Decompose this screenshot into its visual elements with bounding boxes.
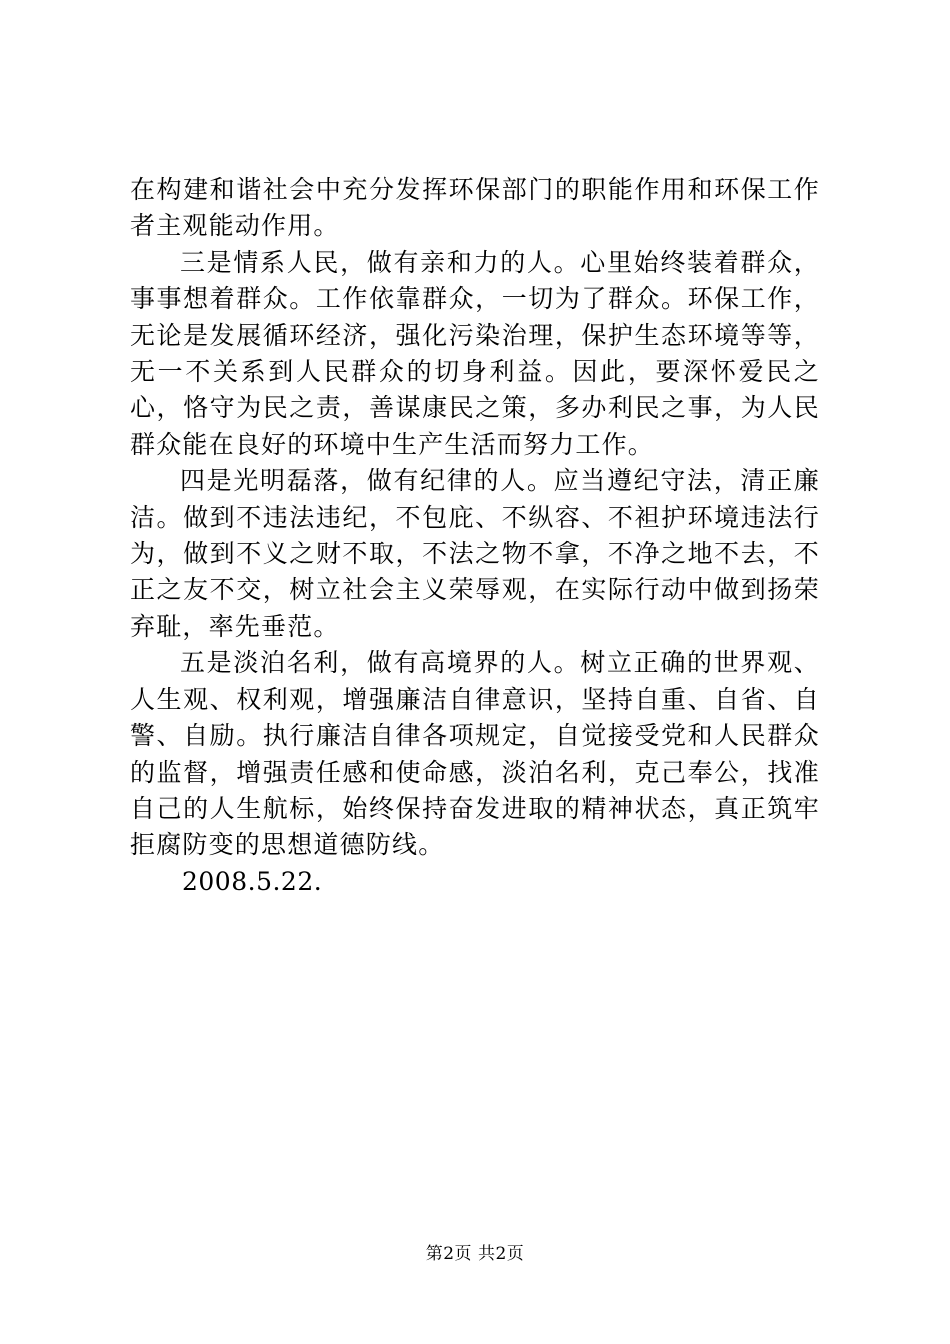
document-date: 2008.5.22. bbox=[182, 866, 323, 896]
paragraph-point-three: 三是情系人民，做有亲和力的人。心里始终装着群众，事事想着群众。工作依靠群众，一切为了群众。环保工作，无论是发展循环经济，强化污染治理，保护生态环境等等，无一不关系到人民群众的切身利益。因此，要深怀爱民之心，恪守为民之责，善谋康民之策，多办利民之事，为人民群众能在良好的环境中生产生活而努力工作。 bbox=[130, 247, 820, 459]
paragraph-continued: 在构建和谐社会中充分发挥环保部门的职能作用和环保工作者主观能动作用。 bbox=[130, 175, 820, 241]
paragraph-point-four: 四是光明磊落，做有纪律的人。应当遵纪守法，清正廉洁。做到不违法违纪，不包庇、不纵容、不袒护环境违法行为，做到不义之财不取，不法之物不拿，不净之地不去，不正之友不交，树立社会主义荣辱观，在实际行动中做到扬荣弃耻，率先垂范。 bbox=[130, 466, 820, 641]
paragraph-point-five: 五是淡泊名利，做有高境界的人。树立正确的世界观、人生观、权利观，增强廉洁自律意识，坚持自重、自省、自警、自励。执行廉洁自律各项规定，自觉接受党和人民群众的监督，增强责任感和使命感，淡泊名利，克己奉公，找准自己的人生航标，始终保持奋发进取的精神状态，真正筑牢拒腐防变的思想道德防线。 bbox=[130, 648, 820, 860]
page-footer: 第2页 共2页 bbox=[425, 1244, 525, 1264]
document-body bbox=[130, 172, 820, 900]
